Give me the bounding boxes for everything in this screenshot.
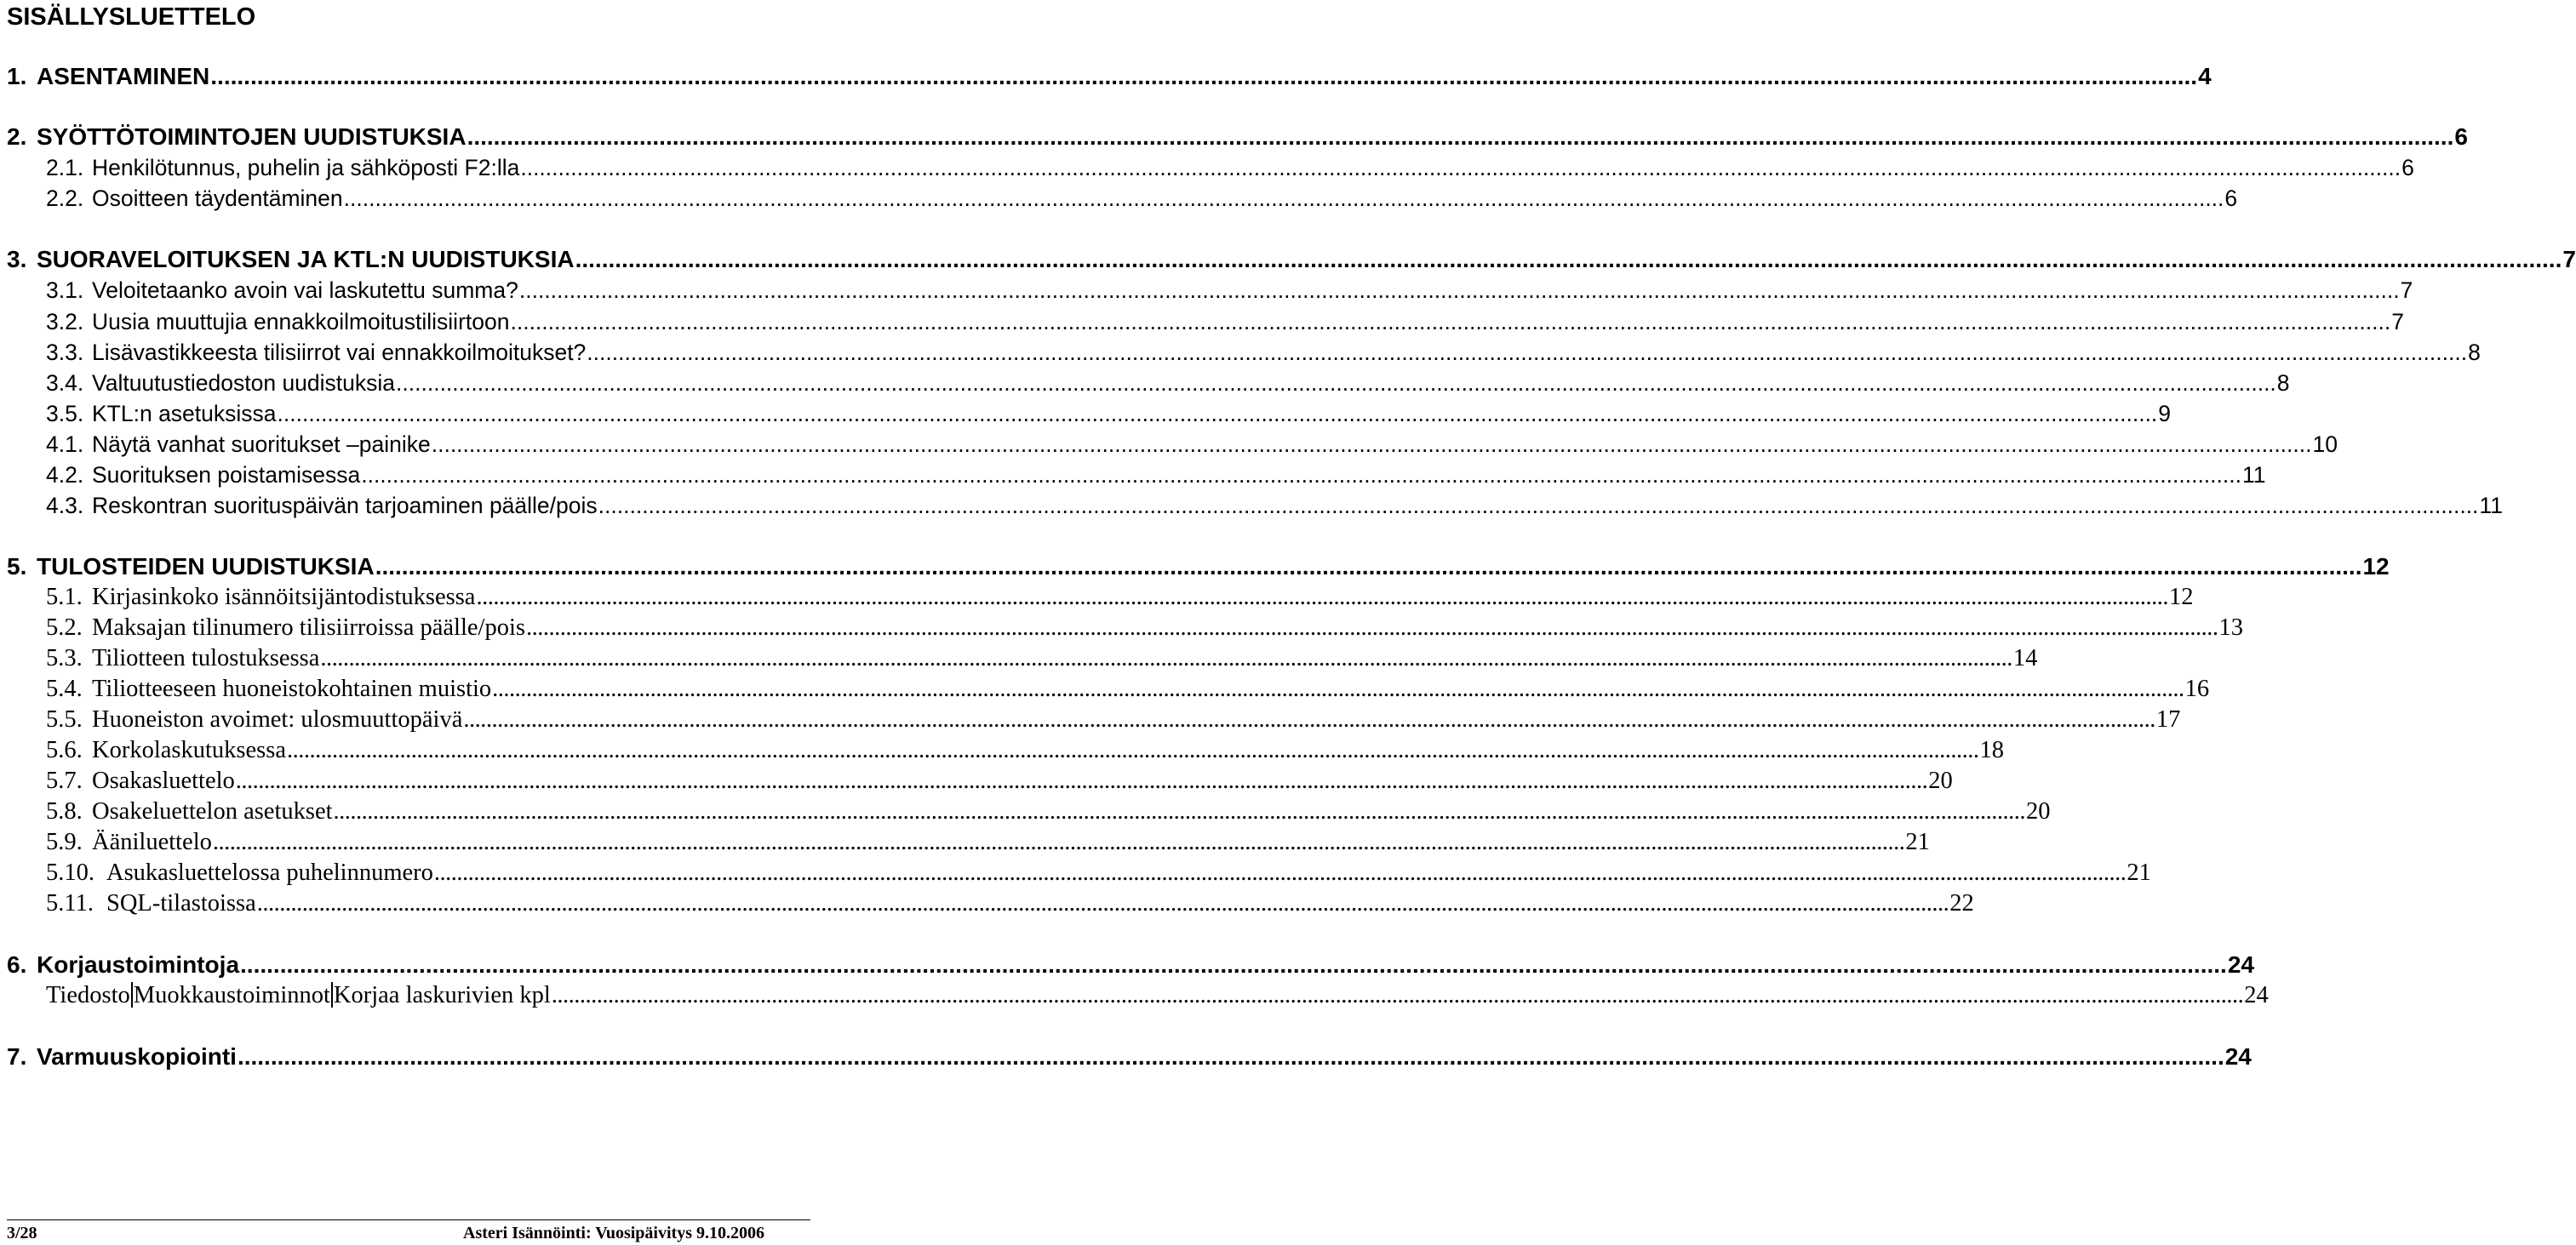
toc-entry-number: 5.9. [46,829,83,855]
footer-document-title: Asteri Isännöinti: Vuosipäivitys 9.10.2006 [463,1224,764,1242]
toc-entry-title: Asukasluettelossa puhelinnumero [106,860,433,886]
dot-leader: ............................................................................................................................................................................................................................................................................................................ [598,493,2479,518]
toc-entry-number: 3.2. [46,309,84,334]
dot-leader: ............................................................................................................................................................................................................................................................................................................ [375,553,2362,580]
toc-entry-title: Reskontran suorituspäivän tarjoaminen päälle/pois [92,493,598,518]
dot-leader: ............................................................................................................................................................................................................................................................................................................ [520,155,2401,180]
dot-leader: ............................................................................................................................................................................................................................................................................................................ [320,645,2012,671]
toc-entry-number: 5. [7,553,27,580]
dot-leader: ............................................................................................................................................................................................................................................................................................................ [587,340,2468,365]
toc-entry-1[interactable] [7,61,2212,90]
toc-entry-number: 3. [7,246,27,272]
dot-leader: ............................................................................................................................................................................................................................................................................................................ [240,951,2227,978]
toc-entry-number: 2.2. [46,186,84,211]
dot-leader: ............................................................................................................................................................................................................................................................................................................ [343,186,2224,211]
toc-entry-5-4[interactable] [46,674,2210,703]
dot-leader: ............................................................................................................................................................................................................................................................................................................ [235,768,1928,794]
toc-entry-title: Osoitteen täydentäminen [92,186,343,211]
toc-entry-page: 7 [2562,246,2576,272]
toc-entry-5-1[interactable] [46,582,2194,611]
toc-entry-page: 8 [2276,370,2290,396]
toc-entry-page: 9 [2158,401,2172,426]
toc-entry-5-2[interactable] [46,613,2243,642]
menu-path-part: Muokkaustoiminnot [133,982,330,1008]
toc-entry-page: 6 [2224,186,2238,211]
toc-entry-page: 13 [2218,614,2243,641]
toc-entry-title: TULOSTEIDEN UUDISTUKSIA [37,553,375,580]
toc-entry-number: 5.2. [46,614,83,641]
toc-entry-title: Valtuutustiedoston uudistuksia [92,370,396,396]
toc-entry-5-11[interactable] [46,888,1974,917]
toc-entry-number: 4.3. [46,493,84,518]
toc-entry-title: Osakeluettelon asetukset [92,798,333,825]
toc-entry-number: 5.8. [46,798,83,825]
dot-leader: ............................................................................................................................................................................................................................................................................................................ [237,1043,2224,1070]
toc-entry-title: Uusia muuttujia ennakkoilmoitustilisiirtoon [92,309,510,334]
toc-entry-page: 24 [2227,951,2254,978]
toc-entry-number: 5.1. [46,584,83,610]
toc-entry-3-1[interactable] [46,275,2413,304]
toc-entry-number: 3.1. [46,277,84,303]
dot-leader: ............................................................................................................................................................................................................................................................................................................ [212,829,1905,855]
toc-entry-7[interactable] [7,1042,2252,1071]
menu-path-separator [331,982,333,1008]
toc-entry-page: 14 [2012,645,2038,671]
toc-entry-4-3[interactable] [46,490,2503,519]
toc-entry-4-1[interactable] [46,429,2338,458]
toc-entry-2-1[interactable] [46,152,2414,181]
dot-leader: ............................................................................................................................................................................................................................................................................................................ [518,277,2400,303]
toc-entry-title: Korjaustoimintoja [37,951,240,978]
toc-entry-3[interactable] [7,244,2576,273]
toc-entry-page: 21 [2127,860,2151,886]
toc-entry-title: Kirjasinkoko isännöitsijäntodistuksessa [92,584,476,610]
dot-leader: ............................................................................................................................................................................................................................................................................................................ [525,614,2218,641]
toc-entry-title: Tiliotteeseen huoneistokohtainen muistio [92,676,492,702]
toc-entry-page: 12 [2362,553,2390,580]
dot-leader: ............................................................................................................................................................................................................................................................................................................ [277,401,2158,426]
toc-entry-title: Osakasluettelo [92,768,235,794]
toc-entry-2-2[interactable] [46,183,2238,212]
toc-entry-title: Varmuuskopiointi [37,1043,237,1070]
toc-entry-page: 6 [2454,123,2468,150]
toc-entry-page: 11 [2479,493,2503,518]
toc-entry-number: 3.3. [46,340,84,365]
toc-entry-title: Maksajan tilinumero tilisiirroissa päälle/pois [92,614,525,641]
toc-entry-title: SUORAVELOITUKSEN JA KTL:N UUDISTUKSIA [37,246,575,272]
dot-leader: ............................................................................................................................................................................................................................................................................................................ [333,798,2026,825]
dot-leader: ............................................................................................................................................................................................................................................................................................................ [210,63,2198,89]
toc-entry-page: 24 [2244,982,2269,1008]
toc-entry-page: 21 [1905,829,1930,855]
toc-entry-number: 4.1. [46,431,84,457]
toc-entry-number: 5.6. [46,737,83,763]
dot-leader: ............................................................................................................................................................................................................................................................................................................ [551,982,2244,1008]
dot-leader: ............................................................................................................................................................................................................................................................................................................ [396,370,2276,396]
toc-entry-number: 5.5. [46,706,83,733]
toc-entry-title: Suorituksen poistamisessa [92,462,361,488]
dot-leader: ............................................................................................................................................................................................................................................................................................................ [361,462,2241,488]
toc-entry-number: 1. [7,63,27,89]
dot-leader: ............................................................................................................................................................................................................................................................................................................ [467,123,2454,150]
toc-entry-number: 5.4. [46,676,83,702]
dot-leader: ............................................................................................................................................................................................................................................................................................................ [463,706,2155,733]
toc-entry-page: 20 [1928,768,1953,794]
toc-entry-5-7[interactable] [46,766,1953,795]
toc-entry-3-2[interactable] [46,306,2404,335]
toc-entry-5-10[interactable] [46,858,2151,887]
toc-entry-page: 12 [2168,584,2194,610]
toc-entry-5-3[interactable] [46,643,2038,672]
toc-entry-number: 3.5. [46,401,84,426]
toc-entry-page: 11 [2241,462,2266,488]
toc-entry-page: 18 [1979,737,2004,763]
toc-entry-number: 6. [7,951,27,978]
dot-leader: ............................................................................................................................................................................................................................................................................................................ [575,246,2562,272]
toc-entry-5-8[interactable] [46,797,2051,825]
menu-path-part: Korjaa laskurivien kpl [333,982,551,1008]
toc-heading: SISÄLLYSLUETTELO [7,3,256,31]
toc-entry-title: Näytä vanhat suoritukset –painike [92,431,431,457]
toc-entry-number: 7. [7,1043,27,1070]
dot-leader: ............................................................................................................................................................................................................................................................................................................ [286,737,1979,763]
dot-leader: ............................................................................................................................................................................................................................................................................................................ [433,860,2127,886]
toc-entry-3-4[interactable] [46,368,2290,397]
toc-entry-page: 6 [2401,155,2414,180]
toc-entry-number: 5.7. [46,768,83,794]
toc-entry-title: Veloitetaanko avoin vai laskutettu summa? [92,277,518,303]
toc-entry-title: Ääniluettelo [92,829,212,855]
toc-entry-5-5[interactable] [46,705,2181,734]
footer-page-number: 3/28 [7,1224,37,1242]
menu-path-separator [131,982,133,1008]
dot-leader: ............................................................................................................................................................................................................................................................................................................ [431,431,2312,457]
toc-entry-page: 16 [2184,676,2210,702]
dot-leader: ............................................................................................................................................................................................................................................................................................................ [476,584,2168,610]
toc-entry-5-9[interactable] [46,827,1930,856]
toc-entry-title: Korkolaskutuksessa [92,737,286,763]
toc-entry-page: 10 [2312,431,2338,457]
toc-entry-page: 22 [1949,890,1974,917]
toc-entry-number: 5.3. [46,645,83,671]
toc-entry-number: 2. [7,123,27,150]
toc-entry-page: 24 [2224,1043,2252,1070]
toc-entry-number: 5.10. [46,860,94,886]
toc-entry-6[interactable] [7,950,2254,979]
toc-entry-title: ASENTAMINEN [37,63,210,89]
dot-leader: ............................................................................................................................................................................................................................................................................................................ [256,890,1949,917]
toc-entry-number: 3.4. [46,370,84,396]
toc-entry-5[interactable] [7,551,2390,580]
toc-entry-title: Tiliotteen tulostuksessa [92,645,320,671]
toc-entry-title: KTL:n asetuksissa [92,401,277,426]
toc-entry-6-menu-path[interactable] [46,980,2269,1009]
footer-divider [7,1219,810,1220]
dot-leader: ............................................................................................................................................................................................................................................................................................................ [510,309,2391,334]
toc-entry-page: 20 [2026,798,2051,825]
toc-entry-title: Henkilötunnus, puhelin ja sähköposti F2:lla [92,155,520,180]
toc-entry-title: Lisävastikkeesta tilisiirrot vai ennakkoilmoitukset? [92,340,587,365]
toc-entry-number: 2.1. [46,155,84,180]
toc-entry-page: 8 [2468,340,2481,365]
toc-entry-page: 4 [2198,63,2212,89]
toc-entry-4-2[interactable] [46,460,2266,488]
toc-entry-page: 7 [2400,277,2413,303]
toc-entry-title: SYÖTTÖTOIMINTOJEN UUDISTUKSIA [37,123,467,150]
toc-entry-page: 17 [2155,706,2181,733]
toc-entry-title: SQL-tilastoissa [106,890,256,917]
toc-entry-3-5[interactable] [46,398,2172,427]
toc-entry-title: Huoneiston avoimet: ulosmuuttopäivä [92,706,463,733]
toc-entry-number: 5.11. [46,890,94,917]
toc-entry-5-6[interactable] [46,735,2004,764]
toc-entry-page: 7 [2391,309,2404,334]
toc-entry-3-3[interactable] [46,337,2481,366]
toc-entry-number: 4.2. [46,462,84,488]
toc-entry-2[interactable] [7,122,2468,151]
menu-path-part: Tiedosto [46,982,130,1008]
dot-leader: ............................................................................................................................................................................................................................................................................................................ [492,676,2184,702]
